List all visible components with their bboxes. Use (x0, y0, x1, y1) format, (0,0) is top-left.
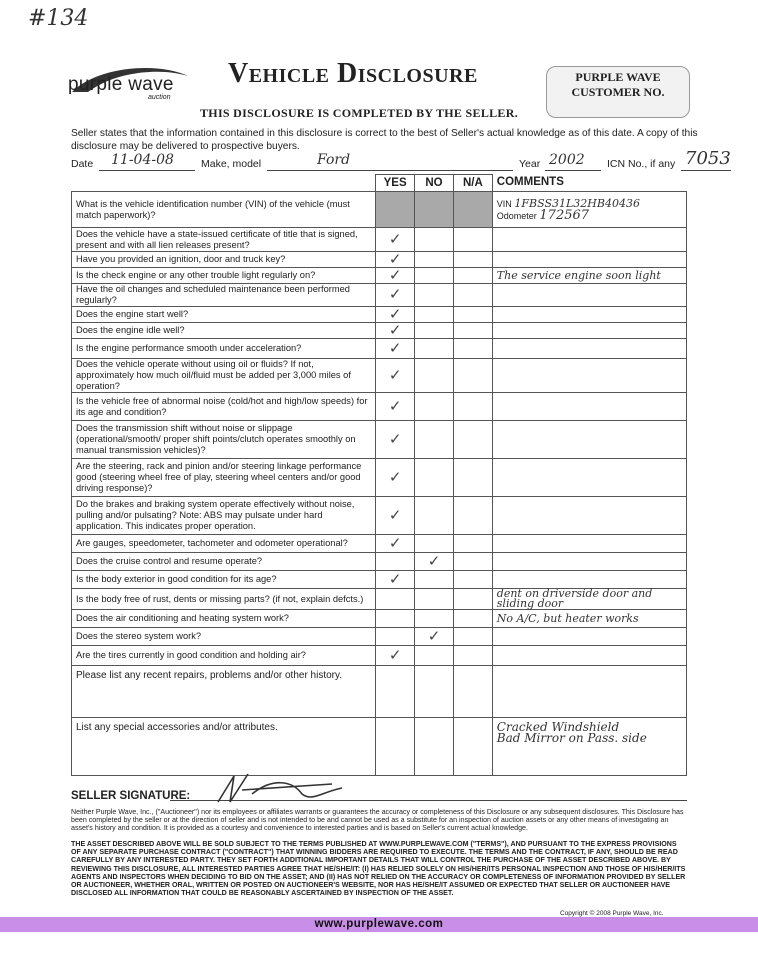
yes-header: YES (376, 175, 415, 192)
table-row (72, 589, 687, 610)
table-row (72, 284, 687, 307)
row-comment[interactable] (492, 228, 686, 252)
row-yes-cell[interactable] (376, 307, 415, 323)
customer-box-line2: CUSTOMER NO. (571, 85, 665, 99)
row-question: Does the transmission shift without noise or slippage (operational/smooth/ proper shift points/clutch operates smoothly on manual transmission vehicles)? (72, 421, 376, 459)
date-field[interactable] (99, 152, 195, 171)
date-value: 11-04-08 (111, 152, 174, 168)
repairs-row-question: Please list any recent repairs, problems and/or other history. (72, 666, 376, 718)
copyright-text: Copyright © 2008 Purple Wave, Inc. (560, 910, 664, 917)
logo-name: purple wave (68, 74, 174, 95)
row-yes-cell[interactable] (376, 228, 415, 252)
check-mark-icon: ✓ (388, 468, 402, 486)
row-comment[interactable] (492, 628, 686, 646)
date-label: Date (71, 158, 94, 170)
vin-na-cell (453, 192, 492, 228)
make-value: Ford (317, 152, 351, 168)
row-no-cell[interactable] (415, 268, 454, 284)
row-yes-cell[interactable] (376, 359, 415, 393)
table-row (72, 228, 687, 252)
year-value: 2002 (549, 152, 585, 168)
row-no-cell[interactable] (415, 571, 454, 589)
repairs-row (72, 666, 687, 718)
customer-number-box[interactable] (546, 66, 690, 118)
row-question: Is the body free of rust, dents or missing parts? (if not, explain defcts.) (72, 589, 376, 610)
check-mark-icon: ✓ (388, 266, 402, 284)
row-no-cell[interactable] (415, 628, 454, 646)
row-no-cell[interactable] (415, 553, 454, 571)
logo-sub: auction (148, 94, 171, 101)
row-question: Do the brakes and braking system operate effectively without noise, pulling and/or pulsating? Note: ABS may pulsate under hard application. This indicates proper operation. (72, 497, 376, 535)
row-yes-cell[interactable] (376, 421, 415, 459)
row-yes-cell[interactable] (376, 497, 415, 535)
row-comment[interactable]: The service engine soon light (492, 268, 686, 284)
vin-label: VIN (496, 198, 512, 209)
odometer-label: Odometer (496, 210, 537, 221)
row-no-cell[interactable] (415, 459, 454, 497)
row-na-cell[interactable] (453, 610, 492, 628)
repairs-row-comment[interactable] (492, 666, 686, 718)
row-yes-cell[interactable] (376, 553, 415, 571)
row-comment[interactable] (492, 252, 686, 268)
row-yes-cell[interactable] (376, 610, 415, 628)
row-comment[interactable] (492, 307, 686, 323)
row-yes-cell[interactable] (376, 535, 415, 553)
row-no-cell[interactable] (415, 252, 454, 268)
row-yes-cell[interactable] (376, 339, 415, 359)
row-comment[interactable] (492, 323, 686, 339)
table-row (72, 571, 687, 589)
check-mark-icon: ✓ (388, 570, 402, 588)
row-yes-cell[interactable] (376, 628, 415, 646)
row-na-cell[interactable] (453, 252, 492, 268)
accessories-row (72, 718, 687, 776)
row-no-cell[interactable] (415, 535, 454, 553)
row-question: Are gauges, speedometer, tachometer and odometer operational? (72, 535, 376, 553)
row-comment[interactable] (492, 497, 686, 535)
make-field[interactable] (267, 152, 513, 171)
row-question: Is the engine performance smooth under acceleration? (72, 339, 376, 359)
row-na-cell[interactable] (453, 323, 492, 339)
table-row (72, 359, 687, 393)
row-yes-cell[interactable] (376, 252, 415, 268)
table-row (72, 535, 687, 553)
row-na-cell[interactable] (453, 628, 492, 646)
row-no-cell[interactable] (415, 307, 454, 323)
row-na-cell[interactable] (453, 421, 492, 459)
vin-comment-cell[interactable] (492, 192, 686, 228)
row-comment[interactable] (492, 284, 686, 307)
footer-url-bar[interactable]: www.purplewave.com (0, 917, 758, 932)
check-mark-icon: ✓ (427, 627, 441, 645)
disclosure-table (71, 174, 687, 776)
accessories-row-comment-line: Cracked Windshield (496, 720, 620, 734)
row-yes-cell[interactable] (376, 323, 415, 339)
check-mark-icon: ✓ (388, 366, 402, 384)
vin-value: 1FBSS31L32HB40436 (514, 196, 640, 210)
accessories-row-question: List any special accessories and/or attributes. (72, 718, 376, 776)
vin-yes-cell (376, 192, 415, 228)
table-row (72, 323, 687, 339)
vin-question: What is the vehicle identification number (VIN) of the vehicle (must match paperwork)? (72, 192, 376, 228)
row-comment[interactable]: dent on driverside door and sliding door (492, 589, 686, 610)
terms-text: THE ASSET DESCRIBED ABOVE WILL BE SOLD SUBJECT TO THE TERMS PUBLISHED AT WWW.PURPLEWAVE.COM ("TERMS"), AND PURSUANT TO THE EXPRESS PROVISIONS OF ANY SEPARATE PURCHASE CONTRACT ("CONTRACT") THAT WINNING BIDDERS ARE REQUIRED TO EXECUTE. THE TERMS AND THE CONTRACT, IF ANY, SHOULD BE READ CAREFULLY BY ANY INTERESTED PARTY. THEY SET FORTH ADDITIONAL IMPORTANT DETAILS THAT WILL CONTROL THE PURCHASE OF THE ASSET DESCRIBED ABOVE. BY REVIEWING THIS DISCLOSURE, ALL INTERESTED PARTIES AGREE THAT HE/SHE/IT: (I) HAS RELIED SOLELY ON HIS/HER/ITS PERSONAL INSPECTION AND THOSE OF HIS/HER/ITS AGENTS AND INSPECTORS WHEN DECIDING TO BID ON THE ASSET; AND (II) HAS NOT RELIED ON THE ACCURACY OR COMPLETENESS OF INFORMATION PROVIDED BY SELLER OR AUCTIONEER, WHETHER ORAL, WRITTEN OR POSTED ON AUCTIONEER'S WEBSITE, NOR HAS HE/SHE/IT ASSUMED OR EXPECTED THAT SELLER OR AUCTIONEER HAVE DISCLOSED ALL INFORMATION THAT COULD BE REASONABLY ASCERTAINED BY INSPECTION OF THE ASSET. (71, 840, 686, 898)
row-question: Are the steering, rack and pinion and/or steering linkage performance good (steering wheel free of play, steering wheel centers and/or good driving response)? (72, 459, 376, 497)
make-label: Make, model (201, 158, 262, 170)
row-question: Does the vehicle have a state-issued certificate of title that is signed, present and with all lien releases present? (72, 228, 376, 252)
page-subtitle: THIS DISCLOSURE IS COMPLETED BY THE SELLER. (200, 106, 518, 120)
question-header (72, 175, 376, 192)
table-row (72, 421, 687, 459)
row-no-cell[interactable] (415, 228, 454, 252)
row-comment[interactable] (492, 421, 686, 459)
table-header-row (72, 175, 687, 192)
table-row (72, 610, 687, 628)
signature-scribble-icon (212, 772, 352, 806)
check-mark-icon: ✓ (388, 230, 402, 248)
row-yes-cell[interactable] (376, 571, 415, 589)
row-comment[interactable] (492, 553, 686, 571)
row-yes-cell[interactable] (376, 284, 415, 307)
vin-no-cell (415, 192, 454, 228)
row-na-cell[interactable] (453, 393, 492, 421)
row-question: Does the stereo system work? (72, 628, 376, 646)
check-mark-icon: ✓ (388, 397, 402, 415)
accessories-row-answer-cell[interactable] (453, 718, 492, 776)
table-row (72, 553, 687, 571)
check-mark-icon: ✓ (388, 250, 402, 268)
odometer-value: 172567 (539, 207, 590, 223)
row-na-cell[interactable] (453, 646, 492, 666)
intro-text: Seller states that the information contained in this disclosure is correct to the best of Seller's actual knowledge as of this date. A copy of this disclosure may be delivered to prospective buyers. (71, 128, 698, 152)
row-question: Is the check engine or any other trouble light regularly on? (72, 268, 376, 284)
row-yes-cell[interactable] (376, 589, 415, 610)
icn-value: 7053 (685, 148, 731, 169)
check-mark-icon: ✓ (388, 430, 402, 448)
header-fields (71, 148, 731, 174)
na-header: N/A (453, 175, 492, 192)
table-row (72, 497, 687, 535)
check-mark-icon: ✓ (388, 321, 402, 339)
icn-label: ICN No., if any (607, 158, 676, 170)
table-row (72, 252, 687, 268)
row-question: Is the body exterior in good condition for its age? (72, 571, 376, 589)
comments-header: COMMENTS (492, 175, 686, 192)
row-na-cell[interactable] (453, 589, 492, 610)
page-title: Vehicle Disclosure (228, 58, 478, 89)
row-na-cell[interactable] (453, 228, 492, 252)
row-yes-cell[interactable] (376, 393, 415, 421)
row-na-cell[interactable] (453, 459, 492, 497)
row-na-cell[interactable] (453, 497, 492, 535)
accessories-row-answer-cell[interactable] (376, 718, 415, 776)
check-mark-icon: ✓ (388, 646, 402, 664)
row-na-cell[interactable] (453, 359, 492, 393)
table-row (72, 339, 687, 359)
row-na-cell[interactable] (453, 535, 492, 553)
customer-box-line1: PURPLE WAVE (575, 70, 661, 84)
row-question: Does the engine idle well? (72, 323, 376, 339)
row-comment[interactable] (492, 359, 686, 393)
table-row (72, 628, 687, 646)
signature-label: SELLER SIGNATURE: (71, 790, 191, 802)
form-number: #134 (28, 6, 89, 31)
repairs-row-answer-cell[interactable] (453, 666, 492, 718)
row-no-cell[interactable] (415, 421, 454, 459)
accessories-row-comment[interactable] (492, 718, 686, 776)
check-mark-icon: ✓ (388, 534, 402, 552)
row-comment[interactable] (492, 571, 686, 589)
check-mark-icon: ✓ (388, 305, 402, 323)
row-na-cell[interactable] (453, 571, 492, 589)
check-mark-icon: ✓ (388, 506, 402, 524)
repairs-row-answer-cell[interactable] (376, 666, 415, 718)
vin-row (72, 192, 687, 228)
row-comment[interactable] (492, 459, 686, 497)
row-no-cell[interactable] (415, 393, 454, 421)
row-question: Does the vehicle operate without using oil or fluids? If not, approximately how much oil/fluid must be added per 3,000 miles of operation? (72, 359, 376, 393)
row-yes-cell[interactable] (376, 459, 415, 497)
row-comment[interactable] (492, 339, 686, 359)
table-row (72, 646, 687, 666)
accessories-row-answer-cell[interactable] (415, 718, 454, 776)
row-no-cell[interactable] (415, 610, 454, 628)
row-question: Does the cruise control and resume operate? (72, 553, 376, 571)
row-no-cell[interactable] (415, 497, 454, 535)
row-na-cell[interactable] (453, 553, 492, 571)
row-na-cell[interactable] (453, 307, 492, 323)
year-field[interactable] (545, 152, 601, 171)
check-mark-icon: ✓ (427, 552, 441, 570)
row-comment[interactable] (492, 535, 686, 553)
row-comment[interactable] (492, 393, 686, 421)
check-mark-icon: ✓ (388, 286, 402, 303)
row-question: Have you provided an ignition, door and truck key? (72, 252, 376, 268)
row-no-cell[interactable] (415, 589, 454, 610)
row-comment[interactable] (492, 646, 686, 666)
row-yes-cell[interactable] (376, 268, 415, 284)
repairs-row-answer-cell[interactable] (415, 666, 454, 718)
no-header: NO (415, 175, 454, 192)
row-question: Is the vehicle free of abnormal noise (cold/hot and high/low speeds) for its age and condition? (72, 393, 376, 421)
row-question: Are the tires currently in good condition and holding air? (72, 646, 376, 666)
row-no-cell[interactable] (415, 646, 454, 666)
table-row (72, 459, 687, 497)
table-row (72, 393, 687, 421)
row-na-cell[interactable] (453, 268, 492, 284)
row-no-cell[interactable] (415, 339, 454, 359)
row-question: Does the air conditioning and heating system work? (72, 610, 376, 628)
row-no-cell[interactable] (415, 284, 454, 307)
row-na-cell[interactable] (453, 284, 492, 307)
row-no-cell[interactable] (415, 359, 454, 393)
icn-field[interactable] (681, 148, 731, 171)
row-comment[interactable]: No A/C, but heater works (492, 610, 686, 628)
accessories-row-comment-line: Bad Mirror on Pass. side (496, 731, 647, 745)
disclaimer-text: Neither Purple Wave, Inc., ("Auctioneer") nor its employees or affiliates warrants or guarantees the accuracy or completeness of this Disclosure or any subsequent disclosures. This Disclosure has been completed by the seller or at the direction of seller and is not intended to be and cannot be used as a substitute for an inspection of auction assets or any other means of investigating an asset's history and condition. It is provided as a courtesy and convenience to interested parties and is based on Seller's current actual knowledge. (71, 808, 684, 833)
row-na-cell[interactable] (453, 339, 492, 359)
row-no-cell[interactable] (415, 323, 454, 339)
row-question: Does the engine start well? (72, 307, 376, 323)
row-question: Have the oil changes and scheduled maintenance been performed regularly? (72, 284, 376, 307)
table-row (72, 268, 687, 284)
year-label: Year (519, 158, 541, 170)
row-yes-cell[interactable] (376, 646, 415, 666)
check-mark-icon: ✓ (388, 339, 402, 357)
table-row (72, 307, 687, 323)
